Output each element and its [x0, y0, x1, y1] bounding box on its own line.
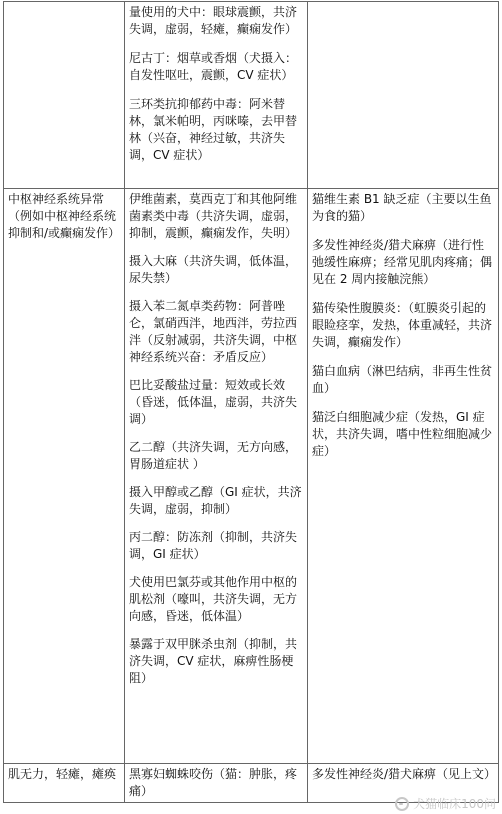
row3-cause-cell — [125, 764, 308, 803]
disease-item: 猫维生素 B1 缺乏症（主要以生鱼为食的猫） — [312, 192, 492, 223]
row1-category-cell — [4, 2, 125, 189]
category-label: 肌无力，轻瘫，瘫痪 — [8, 767, 117, 781]
cause-item: 伊维菌素，莫西克丁和其他阿维菌素类中毒（共济失调，虚弱，抑制，震颤，癫痫发作，失明） — [129, 192, 298, 240]
disease-item: 多发性神经炎/猎犬麻痹（见上文） — [312, 767, 497, 781]
cause-item: 犬使用巴氯芬或其他作用中枢的肌松剂（嚎叫，共济失调，无方向感，昏迷，低体温） — [129, 575, 298, 623]
disease-item: 猫传染性腹膜炎：（虹膜炎引起的眼睑痉挛，发热，体重减轻，共济失调，癫痫发作） — [312, 301, 493, 349]
row2-category-cell — [4, 189, 125, 764]
cause-item: 摄入苯二氮卓类药物：阿普唑仑，氯硝西泮，地西泮，劳拉西泮（反射减弱，共济失调，中枢神经系统兴奋：矛盾反应） — [129, 299, 298, 364]
watermark-text: 犬猫临床100问 — [413, 797, 496, 811]
row3-category-cell — [4, 764, 125, 803]
disease-item: 猫白血病（淋巴结病，非再生性贫血） — [312, 364, 493, 395]
row2-disease-cell — [308, 189, 499, 764]
cause-item: 丙二醇：防冻剂（抑制，共济失调，GI 症状） — [129, 530, 298, 561]
cause-item: 巴比妥酸盐过量：短效或长效（昏迷，低体温，虚弱，共济失调） — [129, 378, 298, 426]
cause-item: 尼古丁：烟草或香烟（犬摄入：自发性呕吐，震颤，CV 症状） — [129, 51, 298, 82]
cause-item: 暴露于双甲脒杀虫剂（抑制，共济失调，CV 症状，麻痹性肠梗阻） — [129, 637, 298, 685]
cause-item: 黑寡妇蜘蛛咬伤（猫：肿胀，疼痛） — [129, 767, 298, 798]
cause-item: 乙二醇（共济失调，无方向感，胃肠道症状 ） — [129, 440, 298, 471]
clinical-table — [3, 1, 499, 803]
row1-disease-cell — [308, 2, 499, 189]
wechat-icon — [395, 797, 409, 811]
cause-item: 摄入大麻（共济失调，低体温，尿失禁） — [129, 254, 298, 285]
category-label: 中枢神经系统异常（例如中枢神经系统抑制和/或癫痫发作） — [8, 192, 121, 240]
cause-item: 三环类抗抑郁药中毒：阿米替林，氯米帕明，丙咪嗪，去甲替林（兴奋，神经过敏，共济失调，CV 症状） — [129, 97, 298, 162]
table-row — [4, 189, 499, 764]
table-row — [4, 2, 499, 189]
cause-item: 量使用的犬中：眼球震颤，共济失调，虚弱，轻瘫，癫痫发作） — [129, 5, 298, 36]
row1-cause-cell — [125, 2, 308, 189]
disease-item: 猫泛白细胞减少症（发热，GI 症状，共济失调，嗜中性粒细胞减少症） — [312, 410, 493, 458]
watermark — [395, 795, 496, 812]
row2-cause-cell — [125, 189, 308, 764]
cause-item: 摄入甲醇或乙醇（GI 症状，共济失调，虚弱，抑制） — [129, 485, 302, 516]
disease-item: 多发性神经炎/猎犬麻痹（进行性弛缓性麻痹；经常见肌肉疼痛；偶见在 2 周内接触浣熊） — [312, 238, 493, 286]
